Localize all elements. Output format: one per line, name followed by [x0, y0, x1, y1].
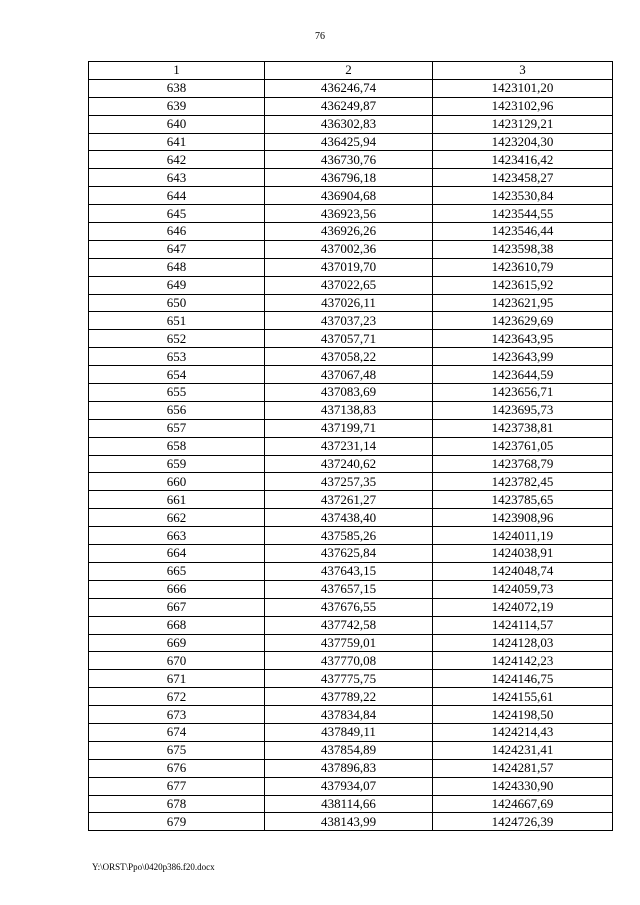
y-coordinate-cell: 1423598,38 — [433, 240, 613, 258]
point-number-cell: 677 — [89, 777, 265, 795]
x-coordinate-cell: 436425,94 — [265, 133, 433, 151]
y-coordinate-cell: 1424155,61 — [433, 688, 613, 706]
table-row — [89, 562, 613, 580]
point-number-cell: 675 — [89, 741, 265, 759]
table-row — [89, 598, 613, 616]
x-coordinate-cell: 437934,07 — [265, 777, 433, 795]
y-coordinate-cell: 1423102,96 — [433, 97, 613, 115]
x-coordinate-cell: 437261,27 — [265, 491, 433, 509]
x-coordinate-cell: 437585,26 — [265, 527, 433, 545]
x-coordinate-cell: 437643,15 — [265, 562, 433, 580]
point-number-cell: 672 — [89, 688, 265, 706]
table-row — [89, 491, 613, 509]
y-coordinate-cell: 1424231,41 — [433, 741, 613, 759]
point-number-cell: 643 — [89, 169, 265, 187]
point-number-cell: 638 — [89, 79, 265, 97]
y-coordinate-cell: 1423785,65 — [433, 491, 613, 509]
x-coordinate-cell: 437625,84 — [265, 545, 433, 563]
point-number-cell: 645 — [89, 205, 265, 223]
y-coordinate-cell: 1424011,19 — [433, 527, 613, 545]
table-row — [89, 688, 613, 706]
y-coordinate-cell: 1423416,42 — [433, 151, 613, 169]
table-row — [89, 312, 613, 330]
table-header-row — [89, 62, 613, 80]
y-coordinate-cell: 1423129,21 — [433, 115, 613, 133]
point-number-cell: 668 — [89, 616, 265, 634]
table-row — [89, 759, 613, 777]
x-coordinate-cell: 437775,75 — [265, 670, 433, 688]
y-coordinate-cell: 1423761,05 — [433, 437, 613, 455]
point-number-cell: 644 — [89, 187, 265, 205]
x-coordinate-cell: 436246,74 — [265, 79, 433, 97]
table-row — [89, 527, 613, 545]
point-number-cell: 657 — [89, 419, 265, 437]
x-coordinate-cell: 436302,83 — [265, 115, 433, 133]
point-number-cell: 662 — [89, 509, 265, 527]
y-coordinate-cell: 1424114,57 — [433, 616, 613, 634]
x-coordinate-cell: 438143,99 — [265, 813, 433, 831]
y-coordinate-cell: 1423615,92 — [433, 276, 613, 294]
y-coordinate-cell: 1423695,73 — [433, 401, 613, 419]
x-coordinate-cell: 436926,26 — [265, 223, 433, 241]
point-number-cell: 655 — [89, 384, 265, 402]
table-row — [89, 545, 613, 563]
table-row — [89, 348, 613, 366]
point-number-cell: 653 — [89, 348, 265, 366]
table-row — [89, 187, 613, 205]
table-row — [89, 151, 613, 169]
point-number-cell: 664 — [89, 545, 265, 563]
y-coordinate-cell: 1423204,30 — [433, 133, 613, 151]
table-row — [89, 205, 613, 223]
x-coordinate-cell: 437037,23 — [265, 312, 433, 330]
x-coordinate-cell: 437057,71 — [265, 330, 433, 348]
x-coordinate-cell: 437438,40 — [265, 509, 433, 527]
point-number-cell: 667 — [89, 598, 265, 616]
y-coordinate-cell: 1424072,19 — [433, 598, 613, 616]
table-row — [89, 366, 613, 384]
point-number-cell: 674 — [89, 723, 265, 741]
table-row — [89, 741, 613, 759]
table-row — [89, 580, 613, 598]
point-number-cell: 650 — [89, 294, 265, 312]
x-coordinate-cell: 437854,89 — [265, 741, 433, 759]
x-coordinate-cell: 437896,83 — [265, 759, 433, 777]
point-number-cell: 671 — [89, 670, 265, 688]
table-row — [89, 509, 613, 527]
y-coordinate-cell: 1424330,90 — [433, 777, 613, 795]
table-row — [89, 294, 613, 312]
point-number-cell: 670 — [89, 652, 265, 670]
x-coordinate-cell: 437067,48 — [265, 366, 433, 384]
x-coordinate-cell: 436796,18 — [265, 169, 433, 187]
table-row — [89, 133, 613, 151]
x-coordinate-cell: 437676,55 — [265, 598, 433, 616]
table-row — [89, 384, 613, 402]
column-header-3: 3 — [433, 62, 613, 80]
table-row — [89, 330, 613, 348]
point-number-cell: 652 — [89, 330, 265, 348]
table-row — [89, 455, 613, 473]
point-number-cell: 676 — [89, 759, 265, 777]
table-row — [89, 419, 613, 437]
table-row — [89, 616, 613, 634]
x-coordinate-cell: 437834,84 — [265, 706, 433, 724]
y-coordinate-cell: 1423643,95 — [433, 330, 613, 348]
point-number-cell: 642 — [89, 151, 265, 169]
point-number-cell: 651 — [89, 312, 265, 330]
y-coordinate-cell: 1424667,69 — [433, 795, 613, 813]
y-coordinate-cell: 1424059,73 — [433, 580, 613, 598]
table-row — [89, 670, 613, 688]
x-coordinate-cell: 437019,70 — [265, 258, 433, 276]
x-coordinate-cell: 436923,56 — [265, 205, 433, 223]
table-row — [89, 777, 613, 795]
x-coordinate-cell: 438114,66 — [265, 795, 433, 813]
x-coordinate-cell: 437657,15 — [265, 580, 433, 598]
table-row — [89, 652, 613, 670]
table-row — [89, 706, 613, 724]
point-number-cell: 641 — [89, 133, 265, 151]
point-number-cell: 666 — [89, 580, 265, 598]
point-number-cell: 679 — [89, 813, 265, 831]
page-number: 76 — [315, 31, 325, 42]
y-coordinate-cell: 1424142,23 — [433, 652, 613, 670]
x-coordinate-cell: 436730,76 — [265, 151, 433, 169]
column-header-2: 2 — [265, 62, 433, 80]
table-row — [89, 276, 613, 294]
table-row — [89, 813, 613, 831]
x-coordinate-cell: 437138,83 — [265, 401, 433, 419]
point-number-cell: 673 — [89, 706, 265, 724]
y-coordinate-cell: 1423544,55 — [433, 205, 613, 223]
table-row — [89, 401, 613, 419]
point-number-cell: 663 — [89, 527, 265, 545]
point-number-cell: 658 — [89, 437, 265, 455]
x-coordinate-cell: 437770,08 — [265, 652, 433, 670]
table-row — [89, 97, 613, 115]
point-number-cell: 669 — [89, 634, 265, 652]
y-coordinate-cell: 1423908,96 — [433, 509, 613, 527]
point-number-cell: 660 — [89, 473, 265, 491]
coordinates-table — [88, 61, 613, 831]
x-coordinate-cell: 437083,69 — [265, 384, 433, 402]
y-coordinate-cell: 1423610,79 — [433, 258, 613, 276]
table-row — [89, 223, 613, 241]
x-coordinate-cell: 437058,22 — [265, 348, 433, 366]
x-coordinate-cell: 437789,22 — [265, 688, 433, 706]
x-coordinate-cell: 436249,87 — [265, 97, 433, 115]
x-coordinate-cell: 437849,11 — [265, 723, 433, 741]
y-coordinate-cell: 1423546,44 — [433, 223, 613, 241]
table-row — [89, 437, 613, 455]
point-number-cell: 678 — [89, 795, 265, 813]
table-row — [89, 240, 613, 258]
y-coordinate-cell: 1424048,74 — [433, 562, 613, 580]
point-number-cell: 659 — [89, 455, 265, 473]
y-coordinate-cell: 1423458,27 — [433, 169, 613, 187]
y-coordinate-cell: 1424128,03 — [433, 634, 613, 652]
y-coordinate-cell: 1423530,84 — [433, 187, 613, 205]
x-coordinate-cell: 437199,71 — [265, 419, 433, 437]
x-coordinate-cell: 437759,01 — [265, 634, 433, 652]
column-header-1: 1 — [89, 62, 265, 80]
y-coordinate-cell: 1424198,50 — [433, 706, 613, 724]
x-coordinate-cell: 437742,58 — [265, 616, 433, 634]
x-coordinate-cell: 437240,62 — [265, 455, 433, 473]
y-coordinate-cell: 1423629,69 — [433, 312, 613, 330]
x-coordinate-cell: 437002,36 — [265, 240, 433, 258]
table-row — [89, 473, 613, 491]
table-row — [89, 258, 613, 276]
y-coordinate-cell: 1424726,39 — [433, 813, 613, 831]
y-coordinate-cell: 1423782,45 — [433, 473, 613, 491]
point-number-cell: 639 — [89, 97, 265, 115]
y-coordinate-cell: 1423621,95 — [433, 294, 613, 312]
x-coordinate-cell: 436904,68 — [265, 187, 433, 205]
y-coordinate-cell: 1423644,59 — [433, 366, 613, 384]
table-row — [89, 79, 613, 97]
x-coordinate-cell: 437022,65 — [265, 276, 433, 294]
point-number-cell: 654 — [89, 366, 265, 384]
table-row — [89, 115, 613, 133]
y-coordinate-cell: 1423643,99 — [433, 348, 613, 366]
footer-file-path: Y:\ORST\Ppo\0420p386.f20.docx — [92, 862, 215, 872]
y-coordinate-cell: 1423738,81 — [433, 419, 613, 437]
point-number-cell: 648 — [89, 258, 265, 276]
table-row — [89, 169, 613, 187]
point-number-cell: 640 — [89, 115, 265, 133]
table-row — [89, 723, 613, 741]
point-number-cell: 661 — [89, 491, 265, 509]
point-number-cell: 647 — [89, 240, 265, 258]
x-coordinate-cell: 437257,35 — [265, 473, 433, 491]
y-coordinate-cell: 1424214,43 — [433, 723, 613, 741]
y-coordinate-cell: 1424281,57 — [433, 759, 613, 777]
table-row — [89, 634, 613, 652]
y-coordinate-cell: 1424146,75 — [433, 670, 613, 688]
y-coordinate-cell: 1423768,79 — [433, 455, 613, 473]
table-body — [89, 79, 613, 830]
y-coordinate-cell: 1423656,71 — [433, 384, 613, 402]
point-number-cell: 656 — [89, 401, 265, 419]
point-number-cell: 649 — [89, 276, 265, 294]
point-number-cell: 646 — [89, 223, 265, 241]
x-coordinate-cell: 437026,11 — [265, 294, 433, 312]
point-number-cell: 665 — [89, 562, 265, 580]
y-coordinate-cell: 1423101,20 — [433, 79, 613, 97]
x-coordinate-cell: 437231,14 — [265, 437, 433, 455]
y-coordinate-cell: 1424038,91 — [433, 545, 613, 563]
table-row — [89, 795, 613, 813]
